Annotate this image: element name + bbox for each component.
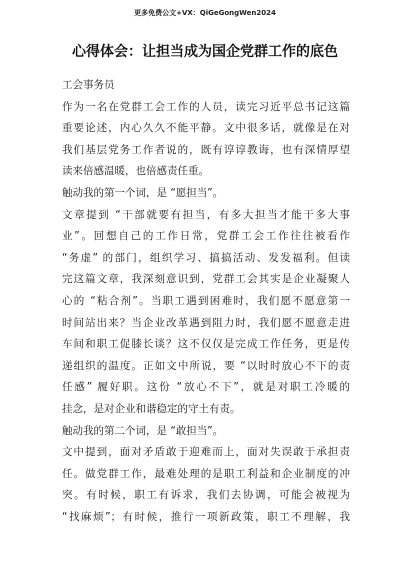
body-line: 突。有时候，职工有诉求，我们去协调，可能会被视为 [62, 489, 350, 502]
body-line: 任。做党群工作，最难处理的是职工利益和企业制度的冲 [62, 467, 350, 480]
body-line: 工会事务员 [62, 79, 115, 91]
document-body [62, 75, 350, 528]
body-line: 我们基层党务工作者说的，既有谆谆教诲，也有深情厚望 [62, 143, 350, 156]
body-line: 作为一名在党群工会工作的人员，读完习近平总书记这篇 [62, 100, 350, 113]
body-line: 文章提到 “干部就要有担当，有多大担当才能干多大事 [62, 208, 350, 221]
body-line: 重要论述，内心久久不能平静。文中很多话，就像是在对 [62, 122, 350, 135]
body-line: 触动我的第二个词，是 “敢担当”。 [62, 424, 224, 437]
header-note: 更多免费公文+VX：QiGeGongWen2024 [134, 9, 276, 17]
body-line: “找麻烦”；有时候，推行一项新政策，职工不理解，我 [62, 510, 350, 523]
body-line: 递组织的温度。正如文中所说，要 “以时时放心不下的责 [62, 359, 350, 372]
body-line: “务虚” 的部门，组织学习、搞搞活动、发发福利。但读 [62, 251, 350, 264]
body-line: 触动我的第一个词，是 “愿担当”。 [62, 186, 224, 199]
body-line: 文中提到，面对矛盾敢于迎难而上，面对失误敢于承担责 [62, 446, 350, 459]
body-line: 任感” 履好职。这份 “放心不下”，就是对职工冷暖的 [62, 381, 350, 394]
body-line: 读来倍感温暖，也倍感责任重。 [62, 165, 209, 178]
body-line: 业”。回想自己的工作日常，党群工会工作往往被看作 [62, 230, 350, 243]
body-line: 心的 “粘合剂”。当职工遇到困难时，我们愿不愿意第一 [62, 294, 350, 307]
body-line: 车间和职工促膝长谈？这不仅仅是完成工作任务，更是传 [62, 338, 350, 351]
body-line: 挂念，是对企业和谐稳定的守土有责。 [62, 402, 241, 415]
body-line: 时间站出来？当企业改革遇到阻力时，我们愿不愿意走进 [62, 316, 350, 329]
body-line: 完这篇文章，我深刻意识到，党群工会其实是企业凝聚人 [62, 273, 350, 286]
document-title: 心得体会：让担当成为国企党群工作的底色 [72, 44, 338, 60]
